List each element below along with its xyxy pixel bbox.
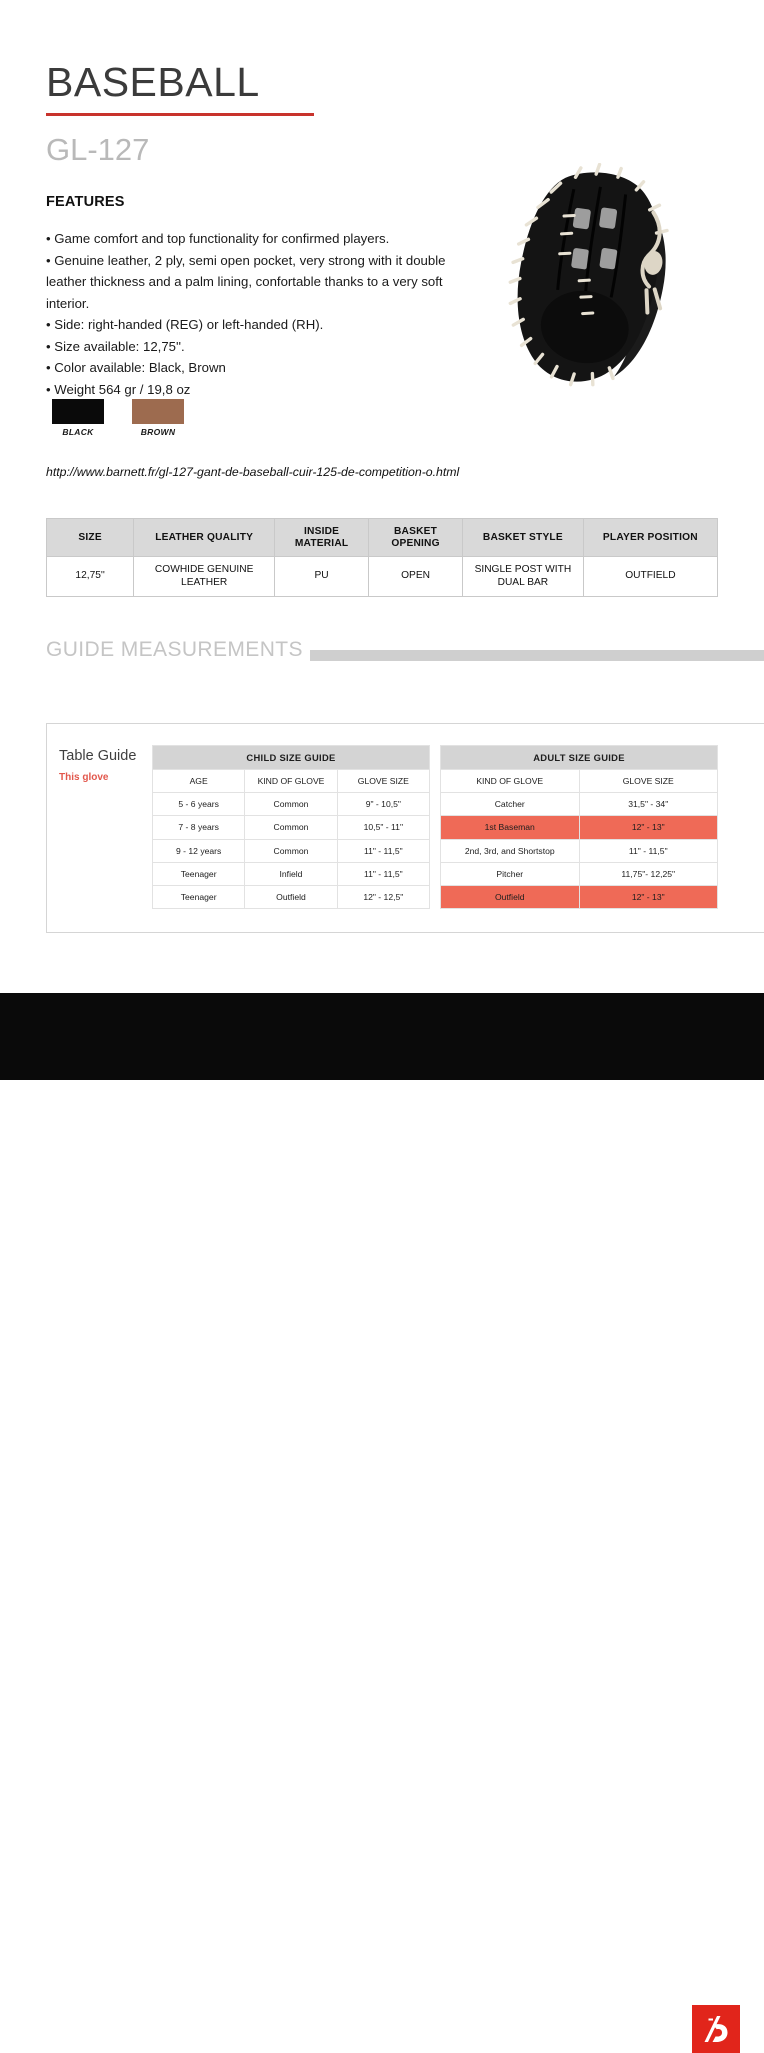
feature-item: • Weight 564 gr / 19,8 oz	[46, 381, 191, 397]
features-heading: FEATURES	[46, 194, 125, 210]
adult-header-cell: GLOVE SIZE	[579, 770, 718, 793]
spec-cell: PU	[275, 557, 369, 597]
child-row	[153, 816, 430, 839]
child-cell: Common	[245, 793, 337, 816]
spec-cell: SINGLE POST WITH DUAL BAR	[463, 557, 584, 597]
spec-header-cell: BASKET OPENING	[369, 519, 463, 557]
specification-table	[46, 518, 718, 597]
spec-data-row	[47, 557, 718, 597]
swatch-label: BLACK	[62, 427, 94, 437]
product-url[interactable]: http://www.barnett.fr/gl-127-gant-de-baseball-cuir-125-de-competition-o.html	[46, 465, 460, 479]
guide-heading-bar	[310, 650, 764, 661]
adult-row-highlighted	[441, 885, 718, 908]
adult-cell: 1st Baseman	[441, 816, 580, 839]
features-list	[46, 228, 466, 400]
spec-cell: OUTFIELD	[583, 557, 717, 597]
child-header-cell: GLOVE SIZE	[337, 770, 429, 793]
this-glove-legend: This glove	[59, 772, 109, 783]
feature-item: • Color available: Black, Brown	[46, 360, 226, 375]
barnett-b-icon	[699, 2012, 733, 2046]
child-cell: 11" - 11,5"	[337, 862, 429, 885]
child-row	[153, 862, 430, 885]
spec-header-cell: LEATHER QUALITY	[134, 519, 275, 557]
product-model: GL-127	[46, 132, 150, 167]
feature-item: • Size available: 12,75''.	[46, 338, 185, 354]
spec-cell: COWHIDE GENUINE LEATHER	[134, 557, 275, 597]
adult-cell: 11,75"- 12,25"	[579, 862, 718, 885]
child-cell: Outfield	[245, 885, 337, 908]
adult-row-highlighted	[441, 816, 718, 839]
child-cell: Common	[245, 816, 337, 839]
adult-cell: 31,5" - 34"	[579, 793, 718, 816]
color-swatch-black	[52, 399, 104, 437]
adult-row	[441, 839, 718, 862]
barnett-logo	[692, 2005, 740, 2053]
adult-banner: ADULT SIZE GUIDE	[441, 746, 718, 770]
spec-header-cell: INSIDE MATERIAL	[275, 519, 369, 557]
child-cell: Teenager	[153, 862, 245, 885]
adult-cell: Catcher	[441, 793, 580, 816]
feature-item: • Genuine leather, 2 ply, semi open pocket, very strong with it double leather thickness and a palm lining, confortable thanks to a very soft interior.	[46, 252, 446, 311]
spec-header-row	[47, 519, 718, 557]
adult-banner-row	[441, 746, 718, 770]
child-banner: CHILD SIZE GUIDE	[153, 746, 430, 770]
spec-header-cell: PLAYER POSITION	[583, 519, 717, 557]
child-cell: Infield	[245, 862, 337, 885]
color-swatches	[52, 399, 184, 437]
adult-row	[441, 793, 718, 816]
child-cell: 11" - 11,5"	[337, 839, 429, 862]
adult-cell: Outfield	[441, 885, 580, 908]
child-cell: 9 - 12 years	[153, 839, 245, 862]
spec-cell: 12,75''	[47, 557, 134, 597]
adult-cell: 12" - 13"	[579, 816, 718, 839]
child-cell: Common	[245, 839, 337, 862]
child-cell: 7 - 8 years	[153, 816, 245, 839]
feature-item: • Side: right-handed (REG) or left-handed (RH).	[46, 317, 324, 332]
child-row	[153, 839, 430, 862]
guide-measurements-heading: GUIDE MEASUREMENTS	[46, 638, 303, 661]
swatch-label: BROWN	[140, 427, 176, 437]
child-banner-row	[153, 746, 430, 770]
adult-row	[441, 862, 718, 885]
child-row	[153, 793, 430, 816]
adult-header-cell: KIND OF GLOVE	[441, 770, 580, 793]
child-row	[153, 885, 430, 908]
adult-header-row	[441, 770, 718, 793]
spec-header-cell: SIZE	[47, 519, 134, 557]
table-guide-label: Table Guide	[59, 748, 137, 764]
child-header-cell: AGE	[153, 770, 245, 793]
feature-item: • Game comfort and top functionality for confirmed players.	[46, 231, 390, 246]
color-swatch-brown	[132, 399, 184, 437]
spec-cell: OPEN	[369, 557, 463, 597]
title-underline	[46, 113, 314, 116]
spec-header-cell: BASKET STYLE	[463, 519, 584, 557]
child-cell: 5 - 6 years	[153, 793, 245, 816]
swatch-chip	[132, 399, 184, 424]
adult-size-guide-table	[440, 745, 718, 909]
child-cell: Teenager	[153, 885, 245, 908]
adult-cell: 11" - 11,5"	[579, 839, 718, 862]
page-title: BASEBALL	[46, 59, 260, 105]
adult-cell: 12" - 13"	[579, 885, 718, 908]
baseball-glove-image	[503, 163, 688, 403]
child-header-cell: KIND OF GLOVE	[245, 770, 337, 793]
adult-cell: 2nd, 3rd, and Shortstop	[441, 839, 580, 862]
page-footer	[0, 993, 764, 1080]
child-cell: 10,5" - 11"	[337, 816, 429, 839]
swatch-chip	[52, 399, 104, 424]
child-header-row	[153, 770, 430, 793]
child-cell: 9" - 10,5"	[337, 793, 429, 816]
child-cell: 12" - 12,5"	[337, 885, 429, 908]
child-size-guide-table	[152, 745, 430, 909]
adult-cell: Pitcher	[441, 862, 580, 885]
